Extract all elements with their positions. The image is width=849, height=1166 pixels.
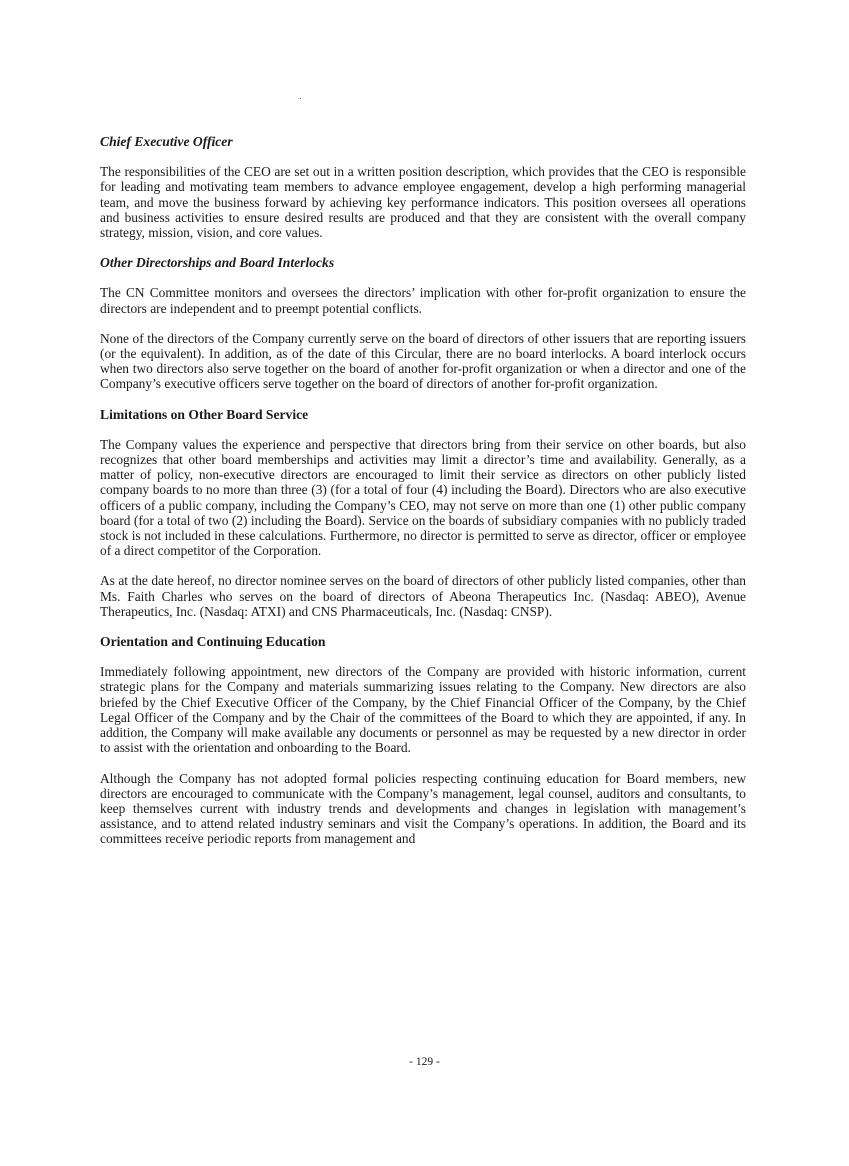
paragraph-cn-committee: The CN Committee monitors and oversees the directors’ implication with other for-profit organization to ensure the directors are independent and to preempt potential conflicts.	[100, 285, 746, 316]
document-body	[100, 134, 746, 862]
heading-other-directorships: Other Directorships and Board Interlocks	[100, 255, 335, 271]
stray-mark	[300, 98, 301, 99]
heading-orientation: Orientation and Continuing Education	[100, 634, 326, 650]
paragraph-board-service-policy: The Company values the experience and perspective that directors bring from their service on other boards, but also recognizes that other board memberships and activities may limit a director’s time and availability. Generally, as a matter of policy, non-executive directors are encouraged to limit their service as directors on other publicly listed company boards to no more than three (3) (for a total of four (4) including the Board). Directors who are also executive officers of a public company, including the Company’s CEO, may not serve on more than one (1) other public company board (for a total of two (2) including the Board). Service on the boards of subsidiary companies with no publicly traded stock is not included in these calculations. Furthermore, no director is permitted to serve as director, officer or employee of a direct competitor of the Corporation.	[100, 436, 746, 559]
heading-limitations: Limitations on Other Board Service	[100, 406, 309, 422]
paragraph-continuing-education: Although the Company has not adopted formal policies respecting continuing education for Board members, new directors are encouraged to communicate with the Company’s management, legal counsel, auditors and consultants, to keep themselves current with industry trends and developments and changes in legislation with management’s assistance, and to attend related industry seminars and visit the Company’s operations. In addition, the Board and its committees receive periodic reports from management and	[100, 770, 746, 847]
paragraph-orientation: Immediately following appointment, new directors of the Company are provided with historic information, current strategic plans for the Company and materials summarizing issues relating to the Company. New directors are also briefed by the Chief Executive Officer of the Company, by the Chief Financial Officer of the Company, by the Chief Legal Officer of the Company and by the Chair of the committees of the Board to which they are appointed, if any. In addition, the Company will make available any documents or personnel as may be requested by a new director in order to assist with the orientation and onboarding to the Board.	[100, 664, 746, 756]
heading-ceo: Chief Executive Officer	[100, 134, 233, 149]
paragraph-ceo-responsibilities: The responsibilities of the CEO are set out in a written position description, which provides that the CEO is responsible for leading and motivating team members to advance employee engagement, develop a high performing managerial team, and move the business forward by achieving key performance indicators. This position oversees all operations and business activities to ensure desired results are produced and that they are consistent with the overall company strategy, mission, vision, and core values.	[100, 164, 746, 241]
paragraph-director-nominees: As at the date hereof, no director nominee serves on the board of directors of other publicly listed companies, other than Ms. Faith Charles who serves on the board of directors of Abeona Therapeutics Inc. (Nasdaq: ABEO), Avenue Therapeutics, Inc. (Nasdaq: ATXI) and CNS Pharmaceuticals, Inc. (Nasdaq: CNSP).	[100, 573, 746, 619]
paragraph-board-interlocks: None of the directors of the Company currently serve on the board of directors of other issuers that are reporting issuers (or the equivalent). In addition, as of the date of this Circular, there are no board interlocks. A board interlock occurs when two directors also serve together on the board of another for-profit organization or when a director and one of the Company’s executive officers serve together on the board of directors of another for-profit organization.	[100, 330, 746, 392]
page-number: - 129 -	[409, 1056, 440, 1068]
